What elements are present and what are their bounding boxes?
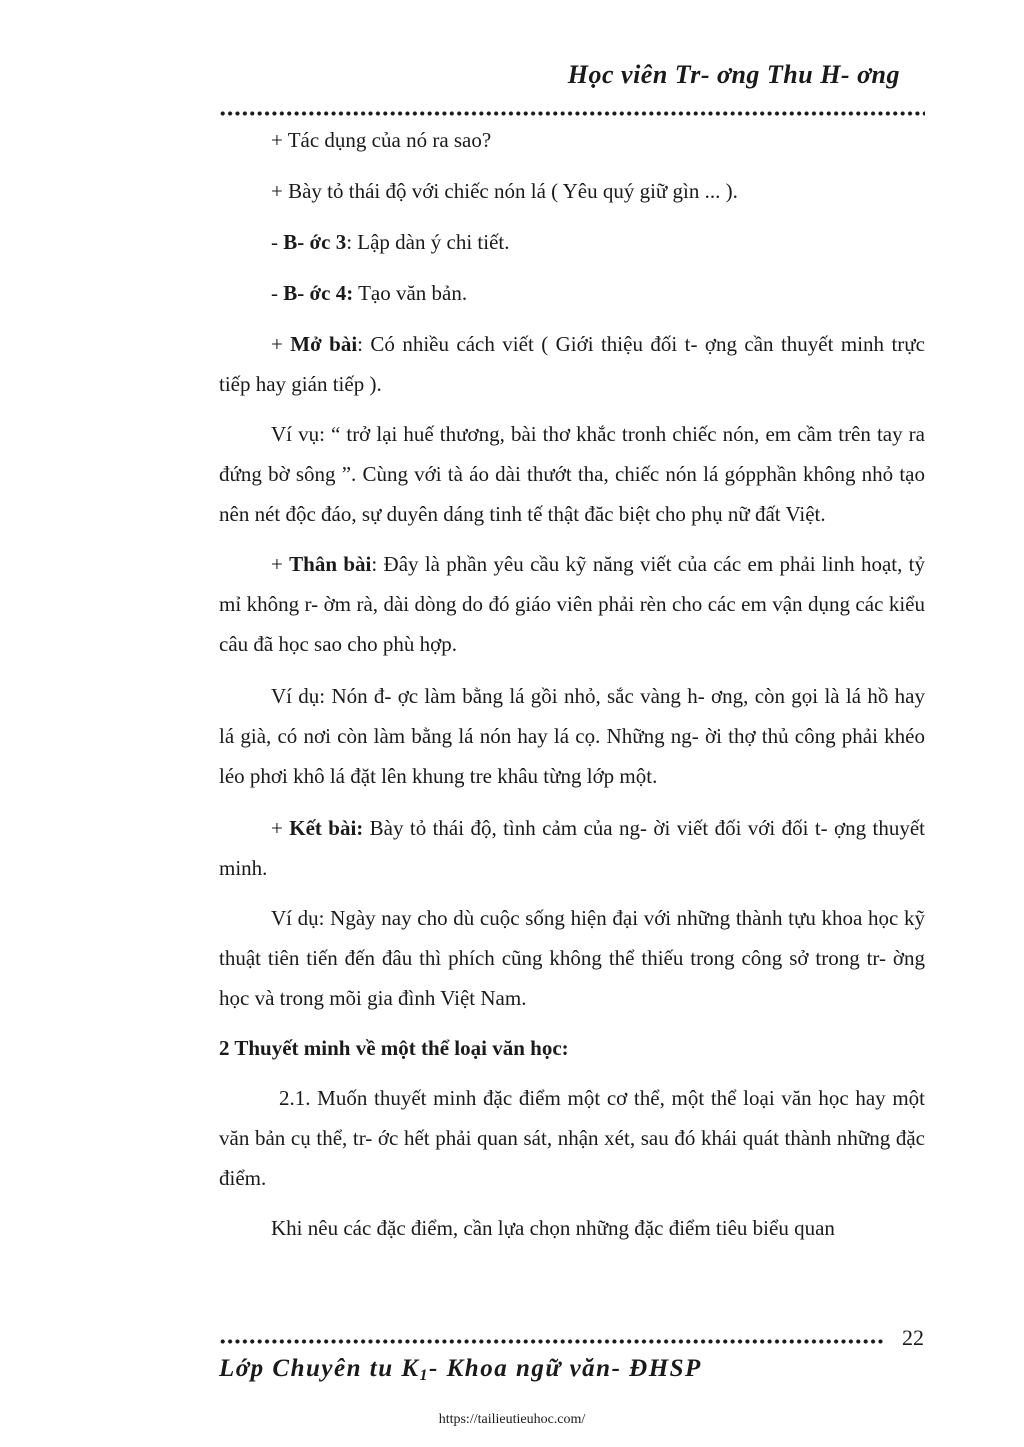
footer-title-rest: - Khoa ngữ văn- ĐHSP bbox=[429, 1355, 702, 1382]
header-dotted-rule bbox=[219, 111, 925, 116]
introduction-label: Mở bài bbox=[290, 332, 358, 356]
paragraph-step-3 bbox=[219, 222, 925, 262]
paragraph-effect: + Tác dụng của nó ra sao? bbox=[271, 128, 492, 152]
paragraph-example-intro: Ví vụ: “ trở lại huế thương, bài thơ khắc tronh chiếc nón, em cầm trên tay ra đứng bờ sông ”. Cùng với tà áo dài thướt tha, chiếc nón lá gópphần không nhỏ tạo nên nét độc đáo, sự duyên dáng tinh tế thật đăc biệt cho phụ nữ đất Việt. bbox=[219, 422, 925, 526]
conclusion-text: Bày tỏ thái độ, tình cảm của ng- ời viết đối với đối t- ợng thuyết minh. bbox=[219, 816, 926, 880]
paragraph-example-conclusion: Ví dụ: Ngày nay cho dù cuộc sống hiện đại với những thành tựu khoa học kỹ thuật tiên tiến đến đâu thì phích cũng không thể thiếu trong công sở trong tr- ờng học và trong mõi gia đình Việt Nam. bbox=[219, 906, 925, 1010]
introduction-text: : Có nhiều cách viết ( Giới thiệu đối t- ợng cần thuyết minh trực tiếp hay gián tiếp ). bbox=[219, 332, 926, 396]
paragraph-2-1: 2.1. Muốn thuyết minh đặc điểm một cơ thể, một thể loại văn học hay một văn bản cụ thể, tr- ớc hết phải quan sát, nhận xét, sau đó khái quát thành những đặc điểm. bbox=[219, 1086, 925, 1190]
body-section-text: : Đây là phần yêu cầu kỹ năng viết của các em phải linh hoạt, tỷ mỉ không r- ờm rà, dài dòng do đó giáo viên phải rèn cho các em vận dụng các kiểu câu đã học sao cho phù hợp. bbox=[219, 552, 925, 656]
step-4-prefix: - bbox=[271, 281, 284, 305]
paragraph-conclusion bbox=[219, 808, 925, 888]
paragraph-step-4 bbox=[219, 273, 925, 313]
header-title: Học viên Tr- ơng Thu H- ơng bbox=[567, 60, 900, 89]
page-number: 22 bbox=[902, 1325, 924, 1350]
step-4-text: Tạo văn bản. bbox=[353, 281, 468, 305]
conclusion-label: Kết bài: bbox=[289, 816, 364, 840]
footer-title-subscript: 1 bbox=[419, 1367, 430, 1384]
conclusion-prefix: + bbox=[271, 816, 290, 840]
body-section-label: Thân bài bbox=[289, 552, 372, 576]
introduction-prefix: + bbox=[271, 332, 291, 356]
paragraph-example-body: Ví dụ: Nón đ- ợc làm bằng lá gồi nhỏ, sắc vàng h- ơng, còn gọi là lá hồ hay lá già, có nơi còn làm bằng lá nón hay lá cọ. Những ng- ời thợ thủ công phải khéo léo phơi khô lá đặt lên khung tre khâu từng lớp một. bbox=[219, 684, 925, 788]
body-section-prefix: + bbox=[271, 552, 290, 576]
footer-title-main: Lớp Chuyên tu K bbox=[219, 1355, 420, 1382]
step-3-label: B- ớc 3 bbox=[283, 230, 347, 254]
source-url[interactable]: https://tailieutieuhoc.com/ bbox=[438, 1412, 586, 1427]
document-body bbox=[219, 120, 925, 1248]
footer-dotted-rule bbox=[219, 1339, 885, 1344]
step-3-text: : Lập dàn ý chi tiết. bbox=[346, 230, 510, 254]
section-heading bbox=[219, 1028, 925, 1068]
paragraph-introduction bbox=[219, 324, 925, 404]
paragraph-body-section bbox=[219, 544, 925, 664]
footer-title bbox=[219, 1355, 702, 1385]
step-4-label: B- ớc 4: bbox=[283, 281, 354, 305]
paragraph-attitude: + Bày tỏ thái độ với chiếc nón lá ( Yêu quý giữ gìn ... ). bbox=[271, 179, 738, 203]
section-heading-text: 2 Thuyết minh về một thể loại văn học: bbox=[219, 1036, 569, 1060]
step-3-prefix: - bbox=[271, 230, 284, 254]
paragraph-features: Khi nêu các đặc điểm, cần lựa chọn những đặc điểm tiêu biểu quan bbox=[271, 1216, 835, 1240]
